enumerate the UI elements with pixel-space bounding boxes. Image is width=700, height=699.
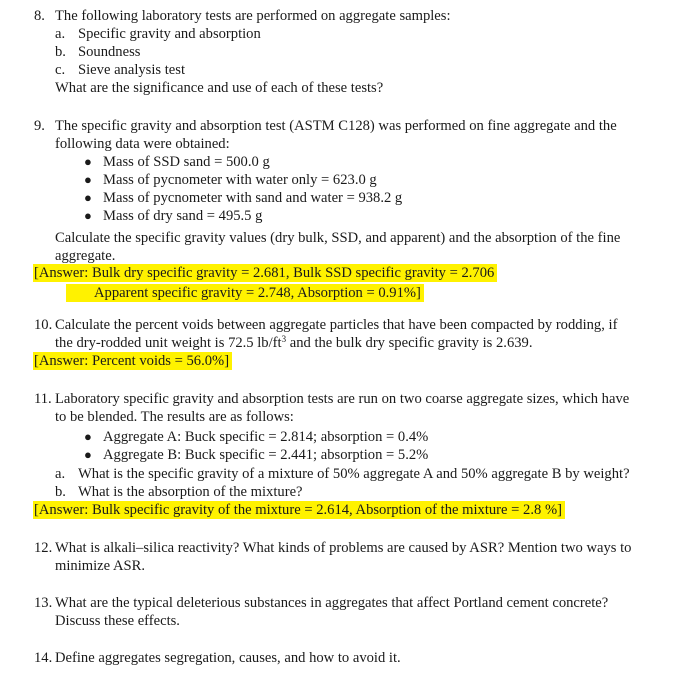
question-number: 9.: [34, 118, 45, 134]
question-stem: Calculate the percent voids between aggregate particles that have been compacted by rodding, if: [55, 317, 618, 333]
data-item: Aggregate A: Buck specific = 2.814; absorption = 0.4%: [103, 429, 429, 445]
answer-highlight: [Answer: Percent voids = 56.0%]: [33, 352, 232, 370]
question-number: 13.: [34, 595, 53, 611]
item-text: What is the specific gravity of a mixture of 50% aggregate A and 50% aggregate B by weight?: [78, 466, 630, 482]
item-letter: c.: [55, 62, 66, 78]
item-letter: b.: [55, 484, 66, 500]
item-letter: b.: [55, 44, 66, 60]
question-followup: What are the significance and use of each of these tests?: [55, 80, 384, 96]
item-text: Sieve analysis test: [78, 62, 186, 78]
question-number: 14.: [34, 650, 53, 666]
question-number: 12.: [34, 540, 53, 556]
answer-highlight: [Answer: Bulk specific gravity of the mixture = 2.614, Absorption of the mixture = 2.8 %]: [33, 501, 565, 519]
question-stem: Define aggregates segregation, causes, and how to avoid it.: [55, 650, 401, 666]
superscript: 3: [281, 334, 287, 344]
bullet-icon: ●: [84, 190, 92, 205]
item-letter: a.: [55, 466, 66, 482]
question-stem: The specific gravity and absorption test (ASTM C128) was performed on fine aggregate and the: [55, 118, 617, 134]
stem-text: and the bulk dry specific gravity is 2.639.: [286, 335, 533, 351]
answer-highlight: Apparent specific gravity = 2.748, Absorption = 0.91%]: [66, 284, 424, 302]
question-stem: What is alkali–silica reactivity? What kinds of problems are caused by ASR? Mention two ways to: [55, 540, 632, 556]
question-stem: minimize ASR.: [55, 558, 145, 574]
item-text: What is the absorption of the mixture?: [78, 484, 303, 500]
question-number: 8.: [34, 8, 45, 24]
question-stem: to be blended. The results are as follows:: [55, 409, 294, 425]
question-number: 10.: [34, 317, 53, 333]
item-letter: a.: [55, 26, 66, 42]
data-item: Mass of pycnometer with sand and water = 938.2 g: [103, 190, 403, 206]
bullet-icon: ●: [84, 154, 92, 169]
answer-highlight: [Answer: Bulk dry specific gravity = 2.681, Bulk SSD specific gravity = 2.706: [33, 264, 497, 282]
question-number: 11.: [34, 391, 52, 407]
data-item: Aggregate B: Buck specific = 2.441; absorption = 5.2%: [103, 447, 429, 463]
bullet-icon: ●: [84, 208, 92, 223]
question-stem: [55, 334, 533, 352]
data-item: Mass of pycnometer with water only = 623.0 g: [103, 172, 377, 188]
data-item: Mass of dry sand = 495.5 g: [103, 208, 263, 224]
stem-text: the dry-rodded unit weight is 72.5 lb/ft: [55, 335, 282, 351]
question-stem: following data were obtained:: [55, 136, 230, 152]
bullet-icon: ●: [84, 447, 92, 462]
question-instruction: Calculate the specific gravity values (dry bulk, SSD, and apparent) and the absorption of the fine: [55, 230, 621, 246]
question-stem: Discuss these effects.: [55, 613, 180, 629]
item-text: Soundness: [78, 44, 141, 60]
bullet-icon: ●: [84, 172, 92, 187]
question-stem: Laboratory specific gravity and absorption tests are run on two coarse aggregate sizes, which have: [55, 391, 630, 407]
question-instruction: aggregate.: [55, 248, 116, 264]
item-text: Specific gravity and absorption: [78, 26, 261, 42]
data-item: Mass of SSD sand = 500.0 g: [103, 154, 270, 170]
bullet-icon: ●: [84, 429, 92, 444]
question-stem: What are the typical deleterious substances in aggregates that affect Portland cement concrete?: [55, 595, 609, 611]
question-stem: The following laboratory tests are performed on aggregate samples:: [55, 8, 451, 24]
